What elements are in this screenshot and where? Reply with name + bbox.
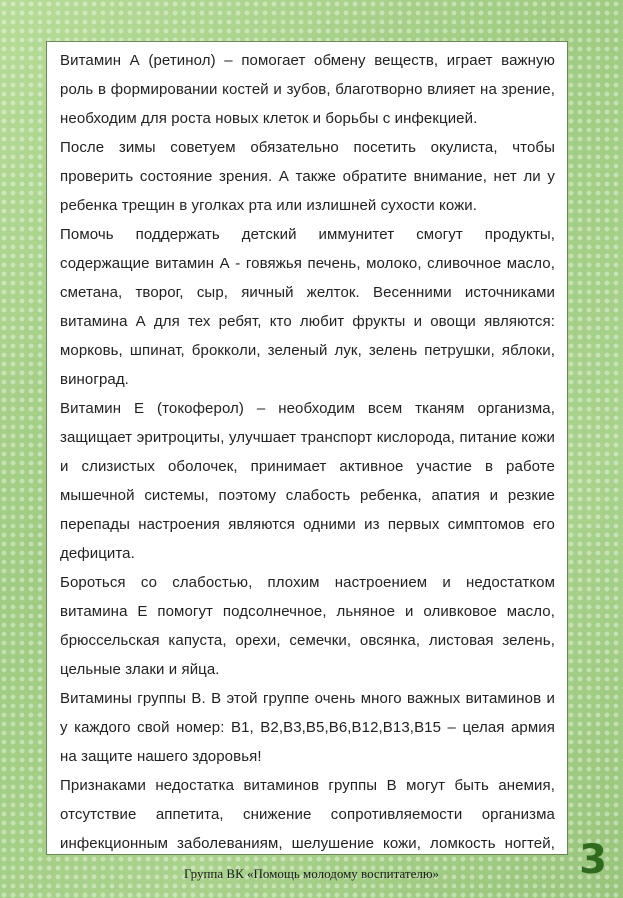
page-footer: Группа ВК «Помощь молодому воспитателю» xyxy=(183,866,440,881)
article-page xyxy=(46,41,568,855)
paragraph-vitamin-a: Витамин А (ретинол) – помогает обмену веществ, играет важную роль в формировании костей и зубов, благотворно влияет на зрение, необходим для роста новых клеток и борьбы с инфекцией. xyxy=(60,52,555,127)
paragraph-vitamin-e: Витамин Е (токоферол) – необходим всем тканям организма, защищает эритроциты, улучшает транспорт кислорода, питание кожи и слизистых оболочек, принимает активное участие в работе мышечной системы, поэтому слабость ребенка, апатия и резкие перепады настроения являются одними из первых симптомов его дефицита. xyxy=(60,400,555,562)
paragraph-vitamin-b-deficiency: Признаками недостатка витаминов группы В могут быть анемия, отсутствие аппетита, снижение сопротивляемости организма инфекционным заболеваниям, шелушение кожи, ломкость ногтей, xyxy=(60,777,555,852)
page-number: 3 xyxy=(579,837,607,883)
paragraph-vitamin-a-foods: Помочь поддержать детский иммунитет смогут продукты, содержащие витамин А - говяжья печень, молоко, сливочное масло, сметана, творог, сыр, яичный желток. Весенними источниками витамина А для тех ребят, кто любит фрукты и овощи являются: морковь, шпинат, брокколи, зеленый лук, зелень петрушки, яблоки, виноград. xyxy=(60,226,555,388)
paragraph-vitamin-b: Витамины группы В. В этой группе очень много важных витаминов и у каждого свой номер: В1, В2,В3,В5,В6,В12,В13,В15 – целая армия на защите нашего здоровья! xyxy=(60,690,555,765)
paragraph-eye-check: После зимы советуем обязательно посетить окулиста, чтобы проверить состояние зрения. А также обратите внимание, нет ли у ребенка трещин в уголках рта или излишней сухости кожи. xyxy=(60,139,555,214)
paragraph-vitamin-e-foods: Бороться со слабостью, плохим настроением и недостатком витамина Е помогут подсолнечное, льняное и оливковое масло, брюссельская капуста, орехи, семечки, овсянка, листовая зелень, цельные злаки и яйца. xyxy=(60,574,555,678)
